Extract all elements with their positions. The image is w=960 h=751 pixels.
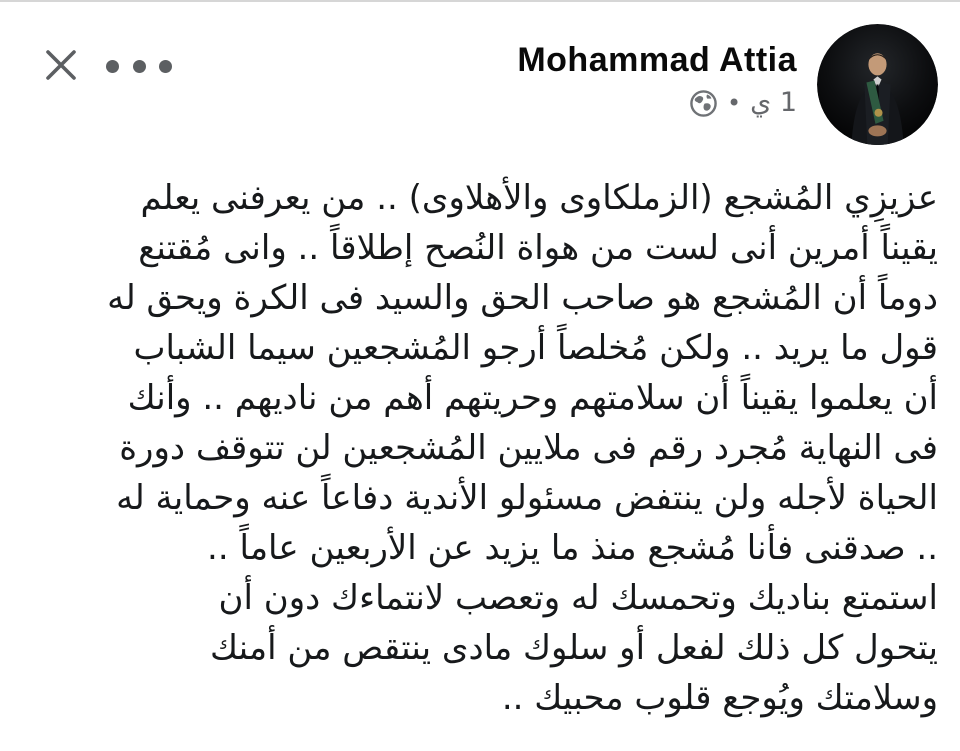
post-text-line: .. صدقنى فأنا مُشجع منذ ما يزيد عن الأربعين عاماً .. [207,528,938,568]
post-text-line: أن يعلموا يقيناً أن سلامتهم وحريتهم أهم من ناديهم .. وأنك [127,378,938,418]
post-text-line: عزيزِي المُشجع (الزملكاوى والأهلاوى) .. من يعرفنى يعلم [140,178,938,218]
post-text-line: وسلامتك ويُوجع قلوب محبيك .. [501,678,938,718]
ellipsis-icon [106,60,119,73]
avatar[interactable] [817,24,938,145]
post-text-line: يتحول كل ذلك لفعل أو سلوك مادى ينتقص من أمنك [209,628,938,668]
close-button[interactable] [42,46,80,84]
post-text-line: يقيناً أمرين أنى لست من هواة النُصح إطلاقاً .. وانى مُقتنع [138,228,938,268]
more-options-button[interactable] [106,52,172,80]
ellipsis-icon [159,60,172,73]
meta-separator: • [726,89,742,117]
post-text-line: دوماً أن المُشجع هو صاحب الحق والسيد فى الكرة ويحق له [107,278,938,318]
post-meta [517,88,797,118]
post-text-line: استمتع بناديك وتحمسك له وتعصب لانتماءك دون أن [218,578,938,618]
post-text-line: الحياة لأجله ولن ينتفض مسئولو الأندية دفاعاً عنه وحماية له [116,478,938,518]
post-header [517,40,797,118]
post-text-line: فى النهاية مُجرد رقم فى ملايين المُشجعين لن تتوقف دورة [119,428,938,468]
close-icon [42,72,80,87]
profile-name[interactable]: Mohammad Attia [517,41,797,79]
post-text [10,173,938,723]
globe-icon [689,89,718,118]
timestamp: 1 ي [750,87,797,118]
ellipsis-icon [133,60,146,73]
post-text-line: قول ما يريد .. ولكن مُخلصاً أرجو المُشجعين سيما الشباب [133,328,938,368]
